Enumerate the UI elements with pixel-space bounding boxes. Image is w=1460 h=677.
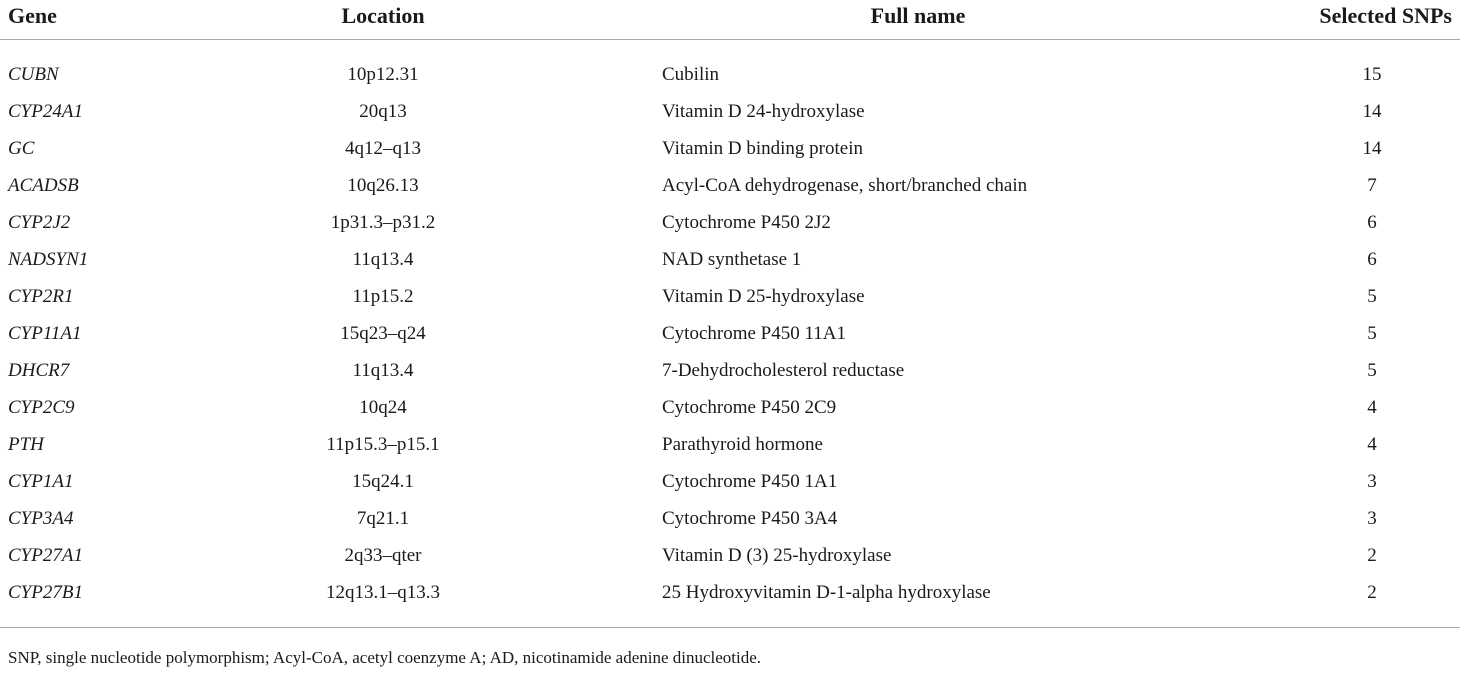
- header-selected-snps: Selected SNPs: [1270, 0, 1460, 40]
- cell-location: 2q33–qter: [344, 545, 422, 566]
- spacer-cell: [566, 40, 1270, 57]
- cell-selected-snps: 14: [1362, 101, 1382, 122]
- cell-full-name: Vitamin D binding protein: [662, 138, 863, 159]
- cell-full-name: 25 Hydroxyvitamin D-1-alpha hydroxylase: [662, 582, 991, 603]
- table-row: [0, 500, 1460, 537]
- cell-full-name: Vitamin D 25-hydroxylase: [662, 286, 865, 307]
- cell-selected-snps: 7: [1367, 175, 1377, 196]
- cell-gene: GC: [8, 138, 35, 159]
- cell-full-name: Cytochrome P450 3A4: [662, 508, 838, 529]
- cell-gene: DHCR7: [8, 360, 70, 381]
- cell-gene: CYP2C9: [8, 397, 75, 418]
- cell-full-name: Cytochrome P450 2C9: [662, 397, 837, 418]
- table-header: [0, 0, 1460, 40]
- cell-full-name: Parathyroid hormone: [662, 434, 823, 455]
- cell-gene: CYP24A1: [8, 101, 83, 122]
- cell-gene: NADSYN1: [8, 249, 89, 270]
- cell-selected-snps: 6: [1367, 212, 1377, 233]
- cell-gene: CYP27B1: [8, 582, 83, 603]
- cell-gene: CYP2J2: [8, 212, 71, 233]
- cell-full-name: Cytochrome P450 11A1: [662, 323, 847, 344]
- header-location: Location: [200, 0, 566, 40]
- table-row: [0, 167, 1460, 204]
- cell-location: 11q13.4: [352, 360, 414, 381]
- cell-gene: CYP11A1: [8, 323, 82, 344]
- cell-location: 10p12.31: [347, 64, 419, 85]
- cell-selected-snps: 2: [1367, 545, 1377, 566]
- table-row: [0, 574, 1460, 611]
- cell-full-name: 7-Dehydrocholesterol reductase: [662, 360, 905, 381]
- cell-selected-snps: 2: [1367, 582, 1377, 603]
- cell-location: 11p15.3–p15.1: [326, 434, 440, 455]
- cell-location: 4q12–q13: [345, 138, 421, 159]
- spacer-cell: [1270, 611, 1460, 628]
- table-row: [0, 204, 1460, 241]
- cell-gene: CYP1A1: [8, 471, 74, 492]
- header-row: [0, 0, 1460, 40]
- cell-location: 12q13.1–q13.3: [326, 582, 440, 603]
- cell-selected-snps: 3: [1367, 471, 1377, 492]
- table-row: [0, 56, 1460, 93]
- cell-selected-snps: 5: [1367, 323, 1377, 344]
- cell-location: 15q23–q24: [340, 323, 426, 344]
- table-row: [0, 93, 1460, 130]
- spacer-cell: [200, 40, 566, 57]
- cell-gene: CYP27A1: [8, 545, 83, 566]
- spacer-row: [0, 40, 1460, 57]
- cell-location: 11p15.2: [352, 286, 414, 307]
- cell-selected-snps: 3: [1367, 508, 1377, 529]
- table-row: [0, 389, 1460, 426]
- cell-selected-snps: 5: [1367, 360, 1377, 381]
- cell-location: 11q13.4: [352, 249, 414, 270]
- cell-location: 15q24.1: [352, 471, 414, 492]
- cell-full-name: Vitamin D (3) 25-hydroxylase: [662, 545, 892, 566]
- table-row: [0, 278, 1460, 315]
- table-row: [0, 426, 1460, 463]
- spacer-cell: [0, 40, 200, 57]
- cell-full-name: Cytochrome P450 2J2: [662, 212, 831, 233]
- table-row: [0, 315, 1460, 352]
- cell-gene: PTH: [8, 434, 44, 455]
- spacer-cell: [200, 611, 566, 628]
- cell-full-name: Vitamin D 24-hydroxylase: [662, 101, 865, 122]
- cell-location: 10q26.13: [347, 175, 419, 196]
- table-body: [0, 40, 1460, 628]
- table-row: [0, 130, 1460, 167]
- header-full-name: Full name: [566, 0, 1270, 40]
- spacer-row: [0, 611, 1460, 628]
- cell-location: 1p31.3–p31.2: [330, 212, 436, 233]
- spacer-cell: [1270, 40, 1460, 57]
- cell-location: 7q21.1: [356, 508, 410, 529]
- cell-gene: CYP2R1: [8, 286, 74, 307]
- cell-selected-snps: 4: [1367, 434, 1377, 455]
- cell-full-name: Cytochrome P450 1A1: [662, 471, 838, 492]
- cell-full-name: Acyl-CoA dehydrogenase, short/branched chain: [662, 175, 1028, 196]
- cell-gene: CYP3A4: [8, 508, 74, 529]
- cell-full-name: NAD synthetase 1: [662, 249, 802, 270]
- cell-selected-snps: 4: [1367, 397, 1377, 418]
- table-row: [0, 463, 1460, 500]
- table-row: [0, 241, 1460, 278]
- table-row: [0, 352, 1460, 389]
- table-row: [0, 537, 1460, 574]
- cell-location: 20q13: [359, 101, 407, 122]
- cell-selected-snps: 14: [1362, 138, 1382, 159]
- cell-selected-snps: 15: [1362, 64, 1382, 85]
- spacer-cell: [566, 611, 1270, 628]
- cell-gene: ACADSB: [8, 175, 79, 196]
- cell-gene: CUBN: [8, 64, 59, 85]
- cell-selected-snps: 6: [1367, 249, 1377, 270]
- table-footnote: SNP, single nucleotide polymorphism; Acyl-CoA, acetyl coenzyme A; AD, nicotinamide adenine dinucleotide.: [8, 648, 762, 667]
- header-gene: Gene: [0, 0, 200, 40]
- spacer-cell: [0, 611, 200, 628]
- cell-full-name: Cubilin: [662, 64, 720, 85]
- cell-selected-snps: 5: [1367, 286, 1377, 307]
- cell-location: 10q24: [359, 397, 407, 418]
